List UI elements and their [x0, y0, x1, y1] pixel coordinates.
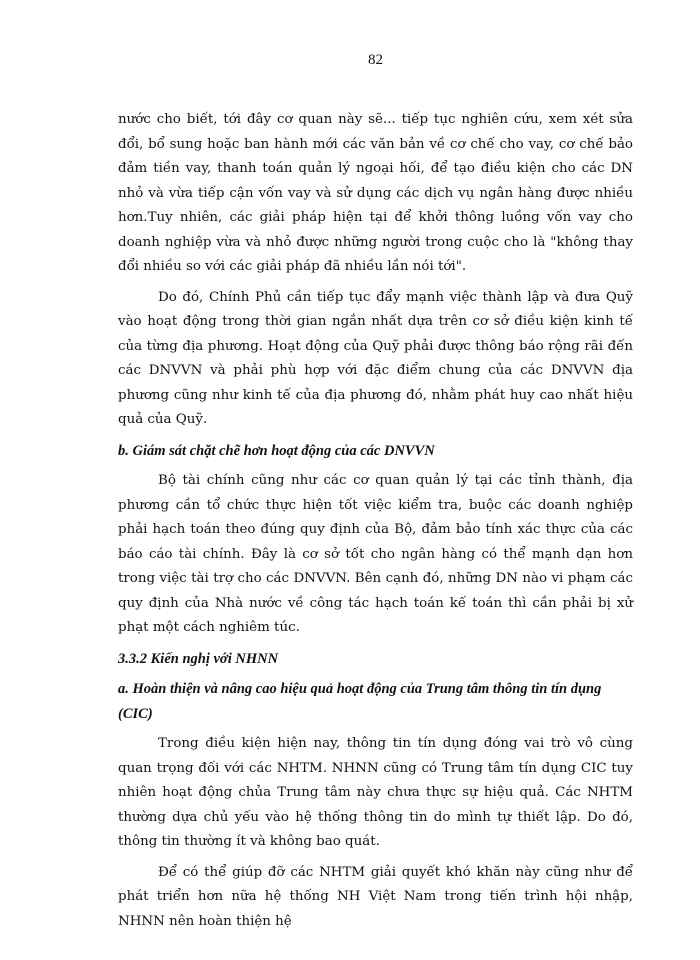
paragraph-credit-info: Trong điều kiện hiện nay, thông tin tín dụng đóng vai trò vô cùng quan trọng đối với các NHTM. NHNN cũng có Trung tâm tín dụng CIC tuy nhiên hoạt động chủa Trung tâm này chưa thực sự hiệu quả. Các NHTM thường dựa chủ yếu vào hệ thống thông tin do mình tự thiết lập. Do đó, thông tin thường ít và không bao quát. [118, 736, 633, 849]
section-heading-a: a. Hoàn thiện và nâng cao hiệu quả hoạt động của Trung tâm thông tin tín dụng (CIC) [118, 681, 602, 722]
paragraph-continuation: nước cho biết, tới đây cơ quan này sẽ... tiếp tục nghiên cứu, xem xét sửa đổi, bổ sung hoặc ban hành mới các văn bản về cơ chế cho vay, cơ chế bảo đảm tiền vay, thanh toán quản lý ngoại hối, để tạo điều kiện cho các DN nhỏ và vừa tiếp cận vốn vay và sử dụng các dịch vụ ngân hàng được nhiều hơn.Tuy nhiên, các giải pháp hiện tại để khởi thông luồng vốn vay cho doanh nghiệp vừa và nhỏ được những người trong cuộc cho là "không thay đổi nhiều so với các giải pháp đã nhiều lần nói tới". [118, 112, 633, 274]
section-heading-3-3-2: 3.3.2 Kiến nghị với NHNN [118, 650, 279, 667]
paragraph-ministry-finance: Bộ tài chính cũng như các cơ quan quản lý tại các tỉnh thành, địa phương cần tổ chức thực hiện tốt việc kiểm tra, buộc các doanh nghiệp phải hạch toán theo đúng quy định của Bộ, đảm bảo tính xác thực của các báo cáo tài chính. Đây là cơ sở tốt cho ngân hàng có thể mạnh dạn hơn trong việc tài trợ cho các DNVVN. Bên cạnh đó, những DN nào vi phạm các quy định của Nhà nước về công tác hạch toán kế toán thì cần phải bị xử phạt một cách nghiêm túc. [118, 473, 633, 635]
paragraph-government-fund: Do đó, Chính Phủ cần tiếp tục đẩy mạnh việc thành lập và đưa Quỹ vào hoạt động trong thời gian ngắn nhất dựa trên cơ sở điều kiện kinh tế của từng địa phương. Hoạt động của Quỹ phải được thông báo rộng rãi đến các DNVVN và phải phù hợp với đặc điểm chung của các DNVVN địa phương cũng như kinh tế của địa phương đó, nhằm phát huy cao nhất hiệu quả của Quỹ. [118, 289, 633, 427]
section-heading-b: b. Giám sát chặt chẽ hơn hoạt động của các DNVVN [118, 442, 435, 459]
page-number: 82 [368, 52, 383, 68]
paragraph-nhnn-improve: Để có thể giúp đỡ các NHTM giải quyết khó khăn này cũng như để phát triển hơn nữa hệ thống NH Việt Nam trong tiến trình hội nhập, NHNN nên hoàn thiện hệ [118, 864, 633, 929]
